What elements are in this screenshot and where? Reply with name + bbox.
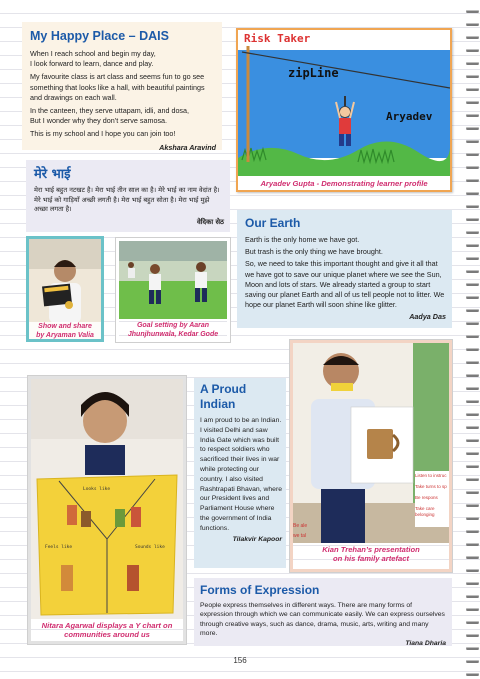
- spiral-ring: [466, 439, 479, 442]
- spiral-ring: [466, 10, 479, 13]
- spiral-binding: [464, 0, 480, 679]
- spiral-ring: [466, 244, 479, 247]
- drawing-label-risk-taker: Risk Taker: [244, 32, 311, 45]
- spiral-ring: [466, 504, 479, 507]
- kian-board: [415, 473, 451, 517]
- photo-aryaman: [26, 236, 104, 342]
- spiral-ring: [466, 166, 479, 169]
- spiral-ring: [466, 62, 479, 65]
- happy-place-section: [22, 22, 222, 150]
- spiral-ring: [466, 49, 479, 52]
- mere-bhai-author: वेदिका सेठ: [196, 217, 224, 226]
- spiral-ring: [466, 192, 479, 195]
- proud-indian-text: I am proud to be an Indian. I visited Delhi and saw India Gate which was built to respect soldiers who sacrificed their lives in war while protecting our country. I also visited Rashtrapati Bhavan, where our President lives and Parliament House where the government of India functions.: [200, 417, 282, 532]
- spiral-ring: [466, 400, 479, 403]
- forms-expression-title: Forms of Expression: [200, 583, 320, 597]
- mere-bhai-text: मेरा भाई बहुत नटखट है। मेरा भाई तीन साल का है। मेरे भाई का नाम वेदांत है। मेरे भाई को गाड़ियाँ अच्छी लगती है। मेरा भाई बहुत सोता है। मेरा भाई मुझे अच्छा लगता है।: [34, 186, 220, 214]
- mere-bhai-title: मेरे भाई: [34, 167, 71, 182]
- spiral-ring: [466, 582, 479, 585]
- forms-expression-author: Tiana Dharia: [405, 639, 446, 647]
- spiral-ring: [466, 296, 479, 299]
- spiral-ring: [466, 127, 479, 130]
- spiral-ring: [466, 205, 479, 208]
- spiral-ring: [466, 270, 479, 273]
- photo-goal-setting-image: [119, 241, 227, 319]
- nitara-chart-label-2: Feels like: [45, 545, 73, 550]
- spiral-ring: [466, 595, 479, 598]
- happy-place-para-2: My favourite class is art class and seems fun to go see something that looks like a hall, with beautiful paintings and drawings on each wall.: [30, 72, 205, 102]
- spiral-ring: [466, 23, 479, 26]
- spiral-ring: [466, 478, 479, 481]
- nitara-chart-label-1: Looks like: [83, 487, 111, 492]
- kian-side-tag-2: we tal: [293, 533, 307, 539]
- proud-indian-title: A Proud Indian: [200, 382, 247, 411]
- spiral-ring: [466, 309, 479, 312]
- spiral-ring: [466, 231, 479, 234]
- photo-aryaman-caption: Show and share by Aryaman Valia: [29, 322, 101, 340]
- spiral-ring: [466, 361, 479, 364]
- kian-board-line-1: Listen to instruc: [415, 473, 447, 478]
- spiral-ring: [466, 387, 479, 390]
- spiral-ring: [466, 556, 479, 559]
- forms-expression-section: [194, 578, 452, 646]
- spiral-ring: [466, 673, 479, 676]
- photo-goal-setting: [116, 238, 230, 342]
- proud-indian-author: Tilakvir Kapoor: [232, 535, 282, 543]
- photo-goal-caption: Goal setting by Aaran Jhunjhunwala, Kedar Gode: [127, 322, 219, 338]
- photo-kian: [290, 340, 452, 572]
- spiral-ring: [466, 140, 479, 143]
- spiral-ring: [466, 114, 479, 117]
- happy-place-title: My Happy Place – DAIS: [30, 29, 169, 43]
- spiral-ring: [466, 608, 479, 611]
- photo-kian-caption: Kian Trehan’s presentation on his family artefact: [322, 545, 420, 563]
- spiral-ring: [466, 426, 479, 429]
- forms-expression-text: People express themselves in different ways. There are many forms of expression through which we can communicate easily. We can express ourselves through creative ways, such as dance, drama, music, arts, writing and many more.: [200, 602, 445, 638]
- spiral-ring: [466, 543, 479, 546]
- our-earth-para-1: Earth is the only home we have got.: [245, 235, 360, 244]
- spiral-ring: [466, 569, 479, 572]
- our-earth-para-3: So, we need to take this important thought and give it all that we have got to save our unique planet where we see the Sun, Moon and lots of stars. We already started a group to start saving our planet Earth and all of us tell people not to litter. We hope our planet Earth will soon shine like glitter.: [245, 259, 445, 310]
- kian-board-line-4: Take care: [415, 506, 435, 511]
- drawing-label-name: Aryadev: [386, 110, 433, 123]
- spiral-ring: [466, 36, 479, 39]
- photo-nitara-image: [31, 379, 183, 619]
- happy-place-para-1: When I reach school and begin my day, I look forward to learn, dance and play.: [30, 49, 156, 69]
- spiral-ring: [466, 88, 479, 91]
- drawing-image: [238, 30, 450, 176]
- proud-indian-section: [194, 378, 286, 568]
- spiral-ring: [466, 101, 479, 104]
- happy-place-para-3: In the canteen, they serve uttapam, idli, and dosa, But I wonder why they don’t serve samosa.: [30, 106, 190, 126]
- spiral-ring: [466, 218, 479, 221]
- happy-place-para-4: This is my school and I hope you can join too!: [30, 129, 176, 139]
- page-number: 156: [233, 656, 247, 665]
- drawing-caption: Aryadev Gupta - Demonstrating learner profile: [260, 179, 428, 188]
- photo-nitara-caption: Nitara Agarwal displays a Y chart on communities around us: [41, 621, 173, 639]
- nitara-chart-label-3: Sounds like: [135, 545, 165, 550]
- spiral-ring: [466, 413, 479, 416]
- kian-board-line-3: Be respons: [415, 495, 438, 500]
- spiral-ring: [466, 75, 479, 78]
- spiral-ring: [466, 465, 479, 468]
- spiral-ring: [466, 257, 479, 260]
- our-earth-title: Our Earth: [245, 216, 301, 230]
- photo-nitara: [28, 376, 186, 644]
- kian-board-line-5: belonging: [415, 512, 435, 517]
- spiral-ring: [466, 621, 479, 624]
- spiral-ring: [466, 517, 479, 520]
- spiral-ring: [466, 179, 479, 182]
- kian-board-line-2: Take turns to sp: [415, 484, 447, 489]
- spiral-ring: [466, 153, 479, 156]
- spiral-ring: [466, 452, 479, 455]
- spiral-ring: [466, 647, 479, 650]
- spiral-ring: [466, 348, 479, 351]
- happy-place-author: Akshara Aravind: [159, 142, 216, 152]
- spiral-ring: [466, 634, 479, 637]
- drawing-label-zipline: zipLine: [288, 66, 339, 80]
- spiral-ring: [466, 335, 479, 338]
- spiral-ring: [466, 491, 479, 494]
- spiral-ring: [466, 530, 479, 533]
- mere-bhai-section: [26, 160, 230, 232]
- happy-place-body: [30, 49, 216, 140]
- our-earth-para-2: But trash is the only thing we have brought.: [245, 247, 383, 257]
- spiral-ring: [466, 374, 479, 377]
- spiral-ring: [466, 283, 479, 286]
- kian-side-tag-1: Be ale: [293, 523, 308, 529]
- drawing-frame: [236, 28, 452, 192]
- our-earth-author: Aadya Das: [409, 312, 446, 322]
- spiral-ring: [466, 322, 479, 325]
- our-earth-section: [237, 210, 452, 328]
